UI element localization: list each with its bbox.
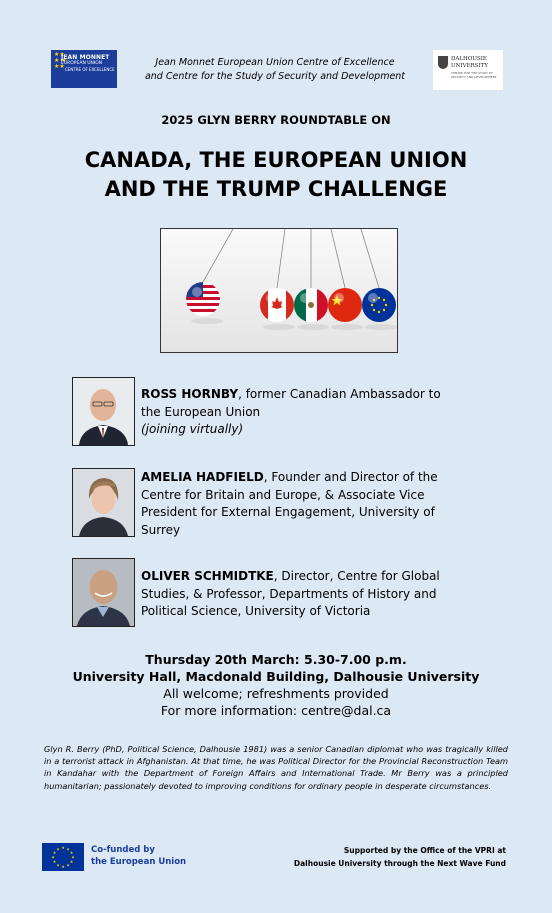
title-line1: CANADA, THE EUROPEAN UNION [84,148,468,172]
speaker-3-line3: Political Science, University of Victoria [141,604,371,618]
dal-logo-sub: CENTRE FOR THE STUDY OF SECURITY AND DEVELOPMENT [451,71,497,79]
eu-flag-icon [42,843,84,871]
event-datetime: Thursday 20th March: 5.30-7.00 p.m. [145,652,407,667]
jm-logo-line2: EUROPEAN UNION [61,61,103,66]
speaker-oliver-schmidtke [141,568,486,621]
centre-line1: Jean Monnet European Union Centre of Excellence [155,57,395,68]
speaker-2-line1-rest: , Founder and Director of the [263,470,438,484]
flag-balls-illustration [161,229,397,352]
speaker-3-line1-rest: , Director, Centre for Global [273,569,440,583]
support-note [270,844,506,870]
support-line1: Supported by the Office of the VPRI at [343,846,506,855]
event-title [0,146,552,204]
speaker-1-line1-rest: , former Canadian Ambassador to [238,387,441,401]
svg-text:★: ★ [61,864,65,869]
dal-name-line2: UNIVERSITY [451,63,488,69]
jm-logo-line3: CENTRE OF EXCELLENCE [65,67,115,72]
svg-text:★: ★ [52,850,57,855]
speaker-3-line1 [141,568,486,586]
speaker-2-line2: Centre for Britain and Europe, & Associate Vice [141,487,425,502]
glyn-berry-bio: Glyn R. Berry (PhD, Political Science, Dalhousie 1981) was a senior Canadian diplomat who was tragically killed in a terrorist attack in Afghanistan. At that time, he was Political Director for the Provincial Reconstruction Team in Kandahar with the Department of Foreign Affairs and International Trade. Mr Berry was a principled humanitarian; passionately devoted to improving conditions for ordinary people in desperate circumstances. [44,744,508,791]
cofund-line2: the European Union [91,857,187,867]
portrait-icon [73,378,134,445]
event-kicker: 2025 GLYN BERRY ROUNDTABLE ON [161,113,391,127]
speaker-ross-hornby [141,386,486,439]
speaker-amelia-hadfield [141,469,486,539]
jm-logo-line1: JEAN MONNET [61,54,110,61]
cofund-label [91,844,211,868]
svg-text:★: ★ [66,846,70,852]
eu-stars-icon [42,843,84,871]
speaker-1-line2: the European Union [141,404,261,419]
dal-name-line1: DALHOUSIE [451,56,487,62]
speaker-photo-oliver-schmidtke [72,558,135,627]
eu-stars-icon: ★★ ★ ★ ★★ [54,51,67,70]
jean-monnet-logo [51,50,117,88]
svg-text:★: ★ [56,846,60,852]
centre-line2: and Centre for the Study of Security and Development [144,71,406,82]
event-welcome: All welcome; refreshments provided [163,686,389,701]
speaker-1-line1 [141,386,486,404]
speaker-1-line3: (joining virtually) [141,422,244,436]
speaker-2-line4: Surrey [141,522,181,537]
svg-text:★: ★ [51,854,55,860]
speaker-1-name: ROSS HORNBY [141,387,239,401]
svg-text:★: ★ [66,862,70,868]
svg-text:★: ★ [71,854,75,860]
svg-text:★: ★ [61,845,65,850]
svg-text:★: ★ [56,862,60,868]
portrait-icon [73,469,134,536]
centre-names [125,56,425,84]
speaker-photo-amelia-hadfield [72,468,135,537]
speaker-3-line2: Studies, & Professor, Departments of History and [141,586,437,601]
hero-image [160,228,398,353]
dalhousie-logo [433,50,503,90]
event-details [0,651,552,719]
crest-icon [438,56,448,69]
event-venue: University Hall, Macdonald Building, Dalhousie University [72,669,480,684]
svg-text:★: ★ [69,859,74,864]
cofund-line1: Co-funded by [91,845,155,855]
speaker-3-name: OLIVER SCHMIDTKE [141,569,274,583]
portrait-icon [73,559,134,626]
svg-text:★: ★ [52,859,57,864]
svg-text:★: ★ [69,850,74,855]
title-line2: AND THE TRUMP CHALLENGE [104,177,448,201]
speaker-2-line3: President for External Engagement, University of [141,505,435,519]
dal-logo-name [451,56,488,70]
support-line2: Dalhousie University through the Next Wave Fund [293,859,506,868]
speaker-2-line1 [141,469,486,487]
speaker-photo-ross-hornby [72,377,135,446]
event-info: For more information: centre@dal.ca [160,703,392,718]
speaker-2-name: AMELIA HADFIELD [141,470,264,484]
